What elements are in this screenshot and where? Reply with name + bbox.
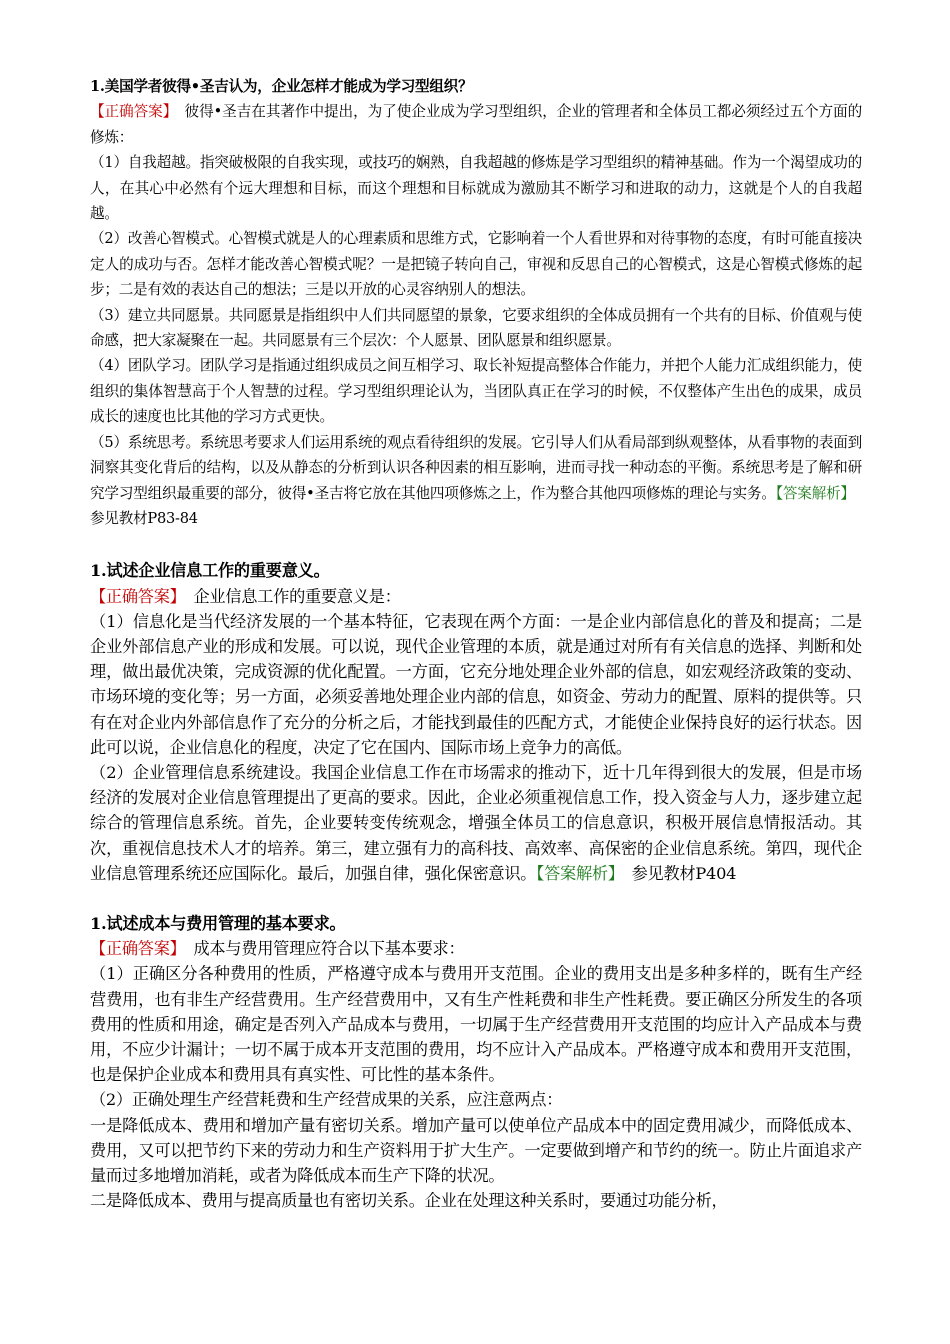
- section-gap: [90, 886, 862, 911]
- answer-item: （1）信息化是当代经济发展的一个基本特征，它表现在两个方面：一是企业内部信息化的普及和提高；二是企业外部信息产业的形成和发展。可以说，现代企业管理的本质，就是通过对所有有关信息的选择、判断和处理，做出最优决策，完成资源的优化配置。一方面，它充分地处理企业外部的信息，如宏观经济政策的变动、市场环境的变化等；另一方面，必须妥善地处理企业内部的信息，如资金、劳动力的配置、原料的提供等。只有在对企业内外部信息作了充分的分析之后，才能找到最佳的匹配方式，才能使企业保持良好的运行状态。因此可以说，企业信息化的程度，决定了它在国内、国际市场上竞争力的高低。: [90, 611, 862, 757]
- answer-item-text: （2）企业管理信息系统建设。我国企业信息工作在市场需求的推动下，近十几年得到很大的发展，但是市场经济的发展对企业信息管理提出了更高的要求。因此，企业必须重视信息工作，投入资金与人力，逐步建立起综合的管理信息系统。首先，企业要转变传统观念，增强全体员工的信息意识，积极开展信息情报活动。其次，重视信息技术人才的培养。第三，建立强有力的高科技、高效率、高保密的企业信息系统。第四，现代企业信息管理系统还应国际化。最后，加强自律，强化保密意识。: [90, 762, 862, 883]
- answer-item: 二是降低成本、费用与提高质量也有密切关系。企业在处理这种关系时，要通过功能分析，: [90, 1191, 728, 1211]
- answer-item: （1）自我超越。指突破极限的自我实现，或技巧的娴熟，自我超越的修炼是学习型组织的精神基础。作为一个渴望成功的人，在其心中必然有个远大理想和目标，而这个理想和目标就成为激励其不断学习和进取的动力，这就是个人的自我超越。: [90, 154, 862, 223]
- answer-label: 【正确答案】: [90, 103, 170, 121]
- answer-intro: 彼得•圣吉在其著作中提出，为了使企业成为学习型组织，企业的管理者和全体员工都必须经过五个方面的修炼：: [90, 103, 862, 146]
- question-2-title: 1.试述企业信息工作的重要意义。: [90, 561, 330, 581]
- question-1-title: 1.美国学者彼得•圣吉认为，企业怎样才能成为学习型组织？: [90, 78, 473, 95]
- answer-item: 一是降低成本、费用和增加产量有密切关系。增加产量可以使单位产品成本中的固定费用减少，而降低成本、费用，又可以把节约下来的劳动力和生产资料用于扩大生产。一定要做到增产和节约的统一。防止片面追求产量而过多地增加消耗，或者为降低成本而生产下降的状况。: [90, 1115, 862, 1185]
- answer-item: （2）正确处理生产经营耗费和生产经营成果的关系，应注意两点：: [90, 1090, 563, 1110]
- question-1-answer: [90, 99, 862, 150]
- answer-intro: 企业信息工作的重要意义是：: [177, 586, 401, 606]
- answer-item: [90, 430, 862, 532]
- question-2-answer: [90, 584, 862, 609]
- document-page: [90, 74, 862, 1213]
- answer-label: 【正确答案】: [90, 586, 178, 606]
- question-3-title: 1.试述成本与费用管理的基本要求。: [90, 913, 346, 933]
- answer-item: （3）建立共同愿景。共同愿景是指组织中人们共同愿望的景象，它要求组织的全体成员拥有一个共有的目标、价值观与使命感，把大家凝聚在一起。共同愿景有三个层次：个人愿景、团队愿景和组织愿景。: [90, 306, 862, 350]
- answer-item: [90, 760, 862, 886]
- answer-intro: 成本与费用管理应符合以下基本要求：: [177, 939, 465, 959]
- textbook-reference: 参见教材P404: [615, 863, 737, 883]
- answer-item: （2）改善心智模式。心智模式就是人的心理素质和思维方式，它影响着一个人看世界和对待事物的态度，有时可能直接决定人的成功与否。怎样才能改善心智模式呢？一是把镜子转向自己，审视和反思自己的心智模式，这是心智模式修炼的起步；二是有效的表达自己的想法；三是以开放的心灵容纳别人的想法。: [90, 230, 862, 299]
- answer-item-text: （5）系统思考。系统思考要求人们运用系统的观点看待组织的发展。它引导人们从看局部到纵观整体，从看事物的表面到洞察其变化背后的结构，以及从静态的分析到认识各种因素的相互影响，进而寻找一种动态的平衡。系统思考是了解和研究学习型组织最重要的部分，彼得•圣吉将它放在其他四项修炼之上，作为整合其他四项修炼的理论与实务。: [90, 433, 862, 502]
- answer-item: （4）团队学习。团队学习是指通过组织成员之间互相学习、取长补短提高整体合作能力，并把个人能力汇成组织能力，使组织的集体智慧高于个人智慧的过程。学习型组织理论认为，当团队真正在学习的时候，不仅整体产生出色的成果，成员成长的速度也比其他的学习方式更快。: [90, 357, 862, 426]
- section-gap: [90, 531, 862, 558]
- question-1: [90, 74, 862, 531]
- textbook-reference: 参见教材P83-84: [90, 484, 862, 527]
- answer-label: 【正确答案】: [90, 939, 178, 959]
- analysis-label: 【答案解析】: [536, 863, 616, 883]
- analysis-label: 【答案解析】: [775, 484, 848, 502]
- answer-item: （1）正确区分各种费用的性质，严格遵守成本与费用开支范围。企业的费用支出是多种多样的，既有生产经营费用，也有非生产经营费用。生产经营费用中，又有生产性耗费和非生产性耗费。要正确区分所发生的各项费用的性质和用途，确定是否列入产品成本与费用，一切属于生产经营费用开支范围的均应计入产品成本与费用，不应少计漏计；一切不属于成本开支范围的费用，均不应计入产品成本。严格遵守成本和费用开支范围，也是保护企业成本和费用具有真实性、可比性的基本条件。: [90, 964, 862, 1085]
- question-2: [90, 558, 862, 886]
- question-3-answer: [90, 936, 862, 961]
- question-3: [90, 911, 862, 1213]
